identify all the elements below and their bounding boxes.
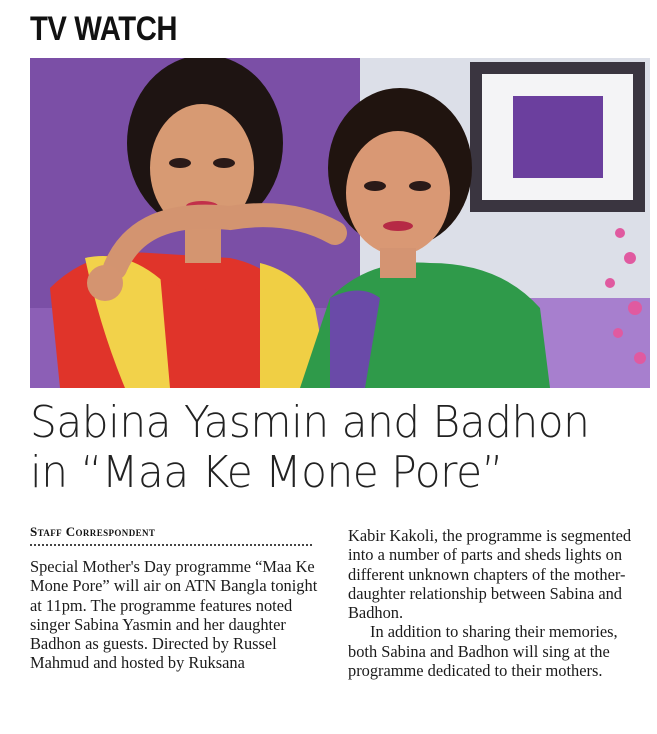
article-column-right (348, 526, 640, 680)
article-paragraph: In addition to sharing their memories, both Sabina and Badhon will sing at the programme dedicated to their mothers. (348, 622, 618, 681)
byline: Staff Correspondent (30, 524, 156, 539)
article-headline (30, 398, 650, 498)
article-paragraph-continued: Kabir Kakoli, the programme is segmented into a number of parts and sheds lights on different unknown chapters of the mother-daughter relationship between Sabina and Badhon. (348, 526, 632, 623)
article-paragraph: Special Mother's Day programme “Maa Ke Mone Pore” will air on ATN Bangla tonight at 11pm. The programme features noted singer Sabina Yasmin and her daughter Badhon as guests. Directed by Russel Mahmud and hosted by Ruksana (30, 557, 318, 673)
byline-divider (30, 544, 312, 546)
section-label: TV WATCH (30, 10, 178, 48)
photo-illustration (30, 58, 650, 388)
article-photo (30, 58, 650, 388)
headline-line-1: Sabina Yasmin and Badhon (30, 397, 590, 448)
headline-line-2: in “Maa Ke Mone Pore” (30, 447, 503, 498)
article-column-left (30, 557, 322, 673)
